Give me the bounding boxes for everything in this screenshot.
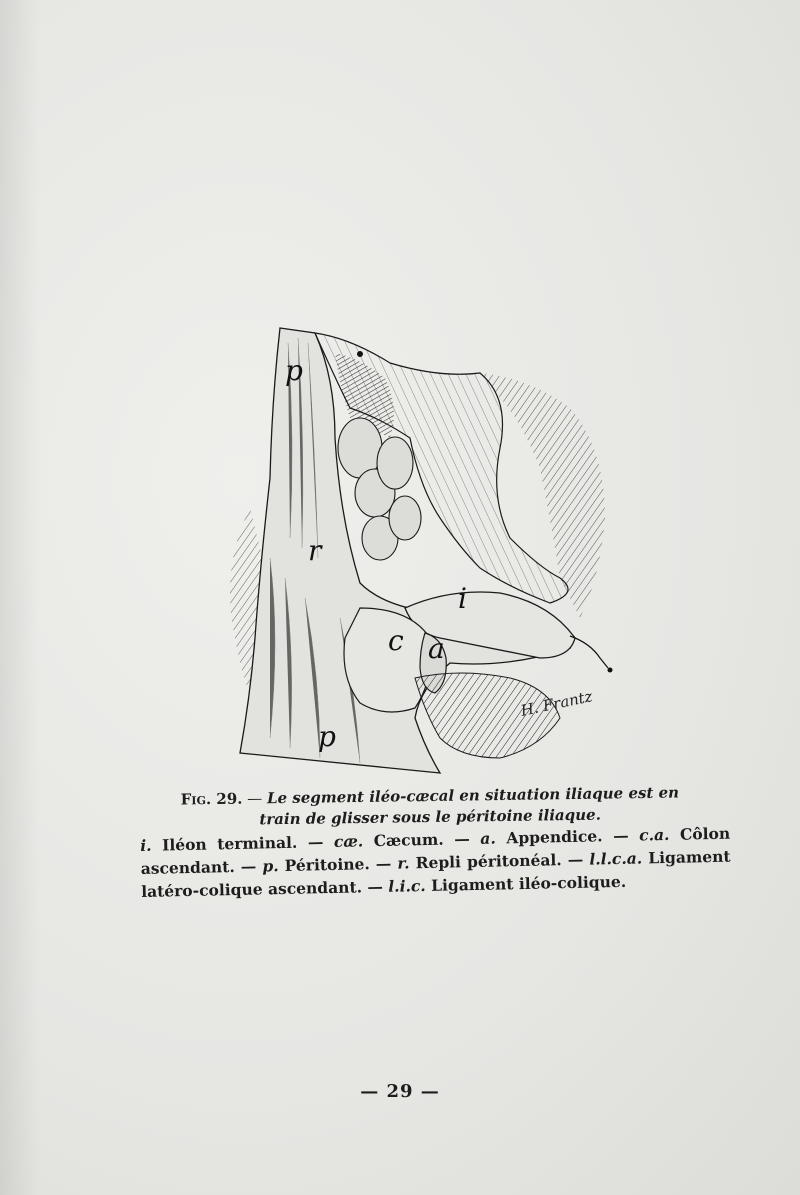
legend-entry <box>334 830 444 851</box>
legend-abbr: cæ. <box>333 831 364 851</box>
figure-legend: i. Iléon terminal. — cæ. Cæcum. — a. Appendice. — c.a. Côlon ascendant. — p. Péritoine. — r. Repli péritonéal. — l.l.c.a. Ligament latéro-colique ascendant. — l.i.c. Ligament iléo-colique. <box>140 823 731 901</box>
marker-dot <box>357 351 363 357</box>
legend-text: Cæcum. <box>373 829 444 851</box>
legend-abbr: c.a. <box>638 824 670 845</box>
label-r: r <box>308 534 322 567</box>
illustration-drawing <box>210 318 630 778</box>
legend-text: Iléon terminal. <box>161 832 298 855</box>
legend-abbr: l.l.c.a. <box>589 848 643 869</box>
anatomical-illustration <box>210 318 630 778</box>
label-i: i <box>458 582 467 615</box>
legend-abbr: i. <box>140 835 152 855</box>
legend-text: Repli péritonéal. <box>415 850 562 873</box>
legend-abbr: l.i.c. <box>388 876 426 896</box>
caption-dash: — <box>247 789 263 808</box>
cecum-haustra <box>338 418 421 560</box>
ileum-thread <box>570 636 608 668</box>
legend-abbr: p. <box>262 856 279 876</box>
label-c: c <box>388 624 404 657</box>
artist-signature: H. Frantz <box>519 687 594 720</box>
legend-abbr: r. <box>397 853 410 873</box>
page-fold-shadow <box>0 0 40 1195</box>
caption-title-text: Le segment iléo-cæcal en situation iliaque est en train de glisser sous le péritoine iliaque. <box>259 783 680 829</box>
legend-text: Péritoine. <box>284 854 370 875</box>
page-number: — 29 — <box>360 1081 440 1102</box>
label-p-top: p <box>285 354 303 387</box>
legend-entry <box>262 854 370 875</box>
label-a: a <box>428 632 445 665</box>
legend-text: Ligament latéro-colique ascendant. <box>141 846 731 901</box>
legend-text: Côlon ascendant. <box>140 823 731 878</box>
figure-number: Fig. 29. <box>180 789 243 809</box>
legend-entry <box>397 850 562 872</box>
thread-end <box>608 668 613 673</box>
legend-entry <box>388 872 626 896</box>
legend-entry <box>480 826 603 848</box>
legend-abbr: a. <box>480 828 496 848</box>
legend-text: Appendice. <box>506 826 603 848</box>
legend-entry <box>140 833 297 855</box>
legend-text: Ligament iléo-colique. <box>430 871 627 895</box>
label-p-bottom: p <box>318 720 336 753</box>
